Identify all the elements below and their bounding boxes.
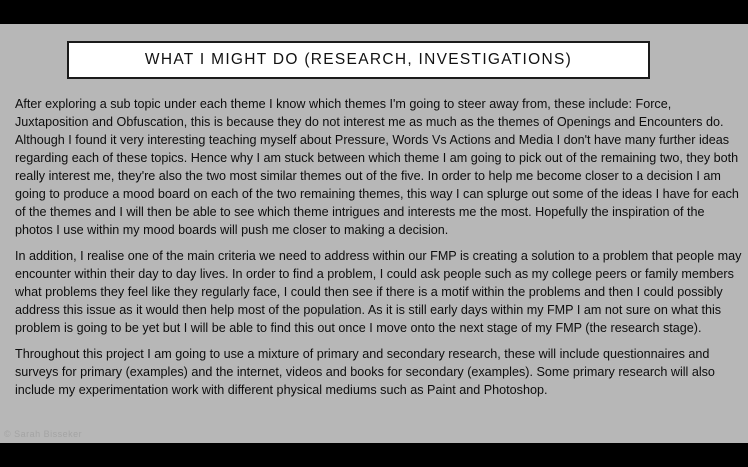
watermark: © Sarah Bisseker bbox=[4, 429, 83, 439]
slide-title: WHAT I MIGHT DO (RESEARCH, INVESTIGATIONS) bbox=[144, 51, 573, 68]
paragraph-3: Throughout this project I am going to use a mixture of primary and secondary research, these will include questionnaires and surveys for primary (examples) and the internet, videos and books for secondary (examples). Some primary research will also include my experimentation work with different physical mediums such as Paint and Photoshop. bbox=[15, 347, 715, 397]
title-box bbox=[67, 41, 650, 79]
paragraph-2: In addition, I realise one of the main criteria we need to address within our FMP is creating a solution to a problem that people may encounter within their day to day lives. In order to find a problem, I could ask people such as my college peers or family members what problems they feel like they regularly face, I could then see if there is a motif within the problems and then I could possibly address this issue as it would then help most of the population. As it is still early days within my FMP I am not sure on what this problem is going to be yet but I will be able to find this out once I move onto the next stage of my FMP (the research stage). bbox=[15, 249, 742, 335]
slide-body bbox=[15, 95, 742, 407]
paragraph-1: After exploring a sub topic under each theme I know which themes I'm going to steer away from, these include: Force, Juxtaposition and Obfuscation, this is because they do not interest me as much as the themes of Openings and Encounters do. Although I found it very interesting teaching myself about Pressure, Words Vs Actions and Media I don't have many further ideas regarding each of these topics. Hence why I am stuck between which theme I am going to pick out of the remaining two, they both really interest me, they're also the two most similar themes out of the five. In order to help me become closer to a decision I am going to produce a mood board on each of the two remaining themes, this way I can splurge out some of the ideas I have for each of the themes and I will then be able to see which theme intrigues and interests me the most. Hopefully the inspiration of the photos I use within my mood boards will push me closer to making a decision. bbox=[15, 97, 739, 237]
slide bbox=[0, 24, 748, 443]
